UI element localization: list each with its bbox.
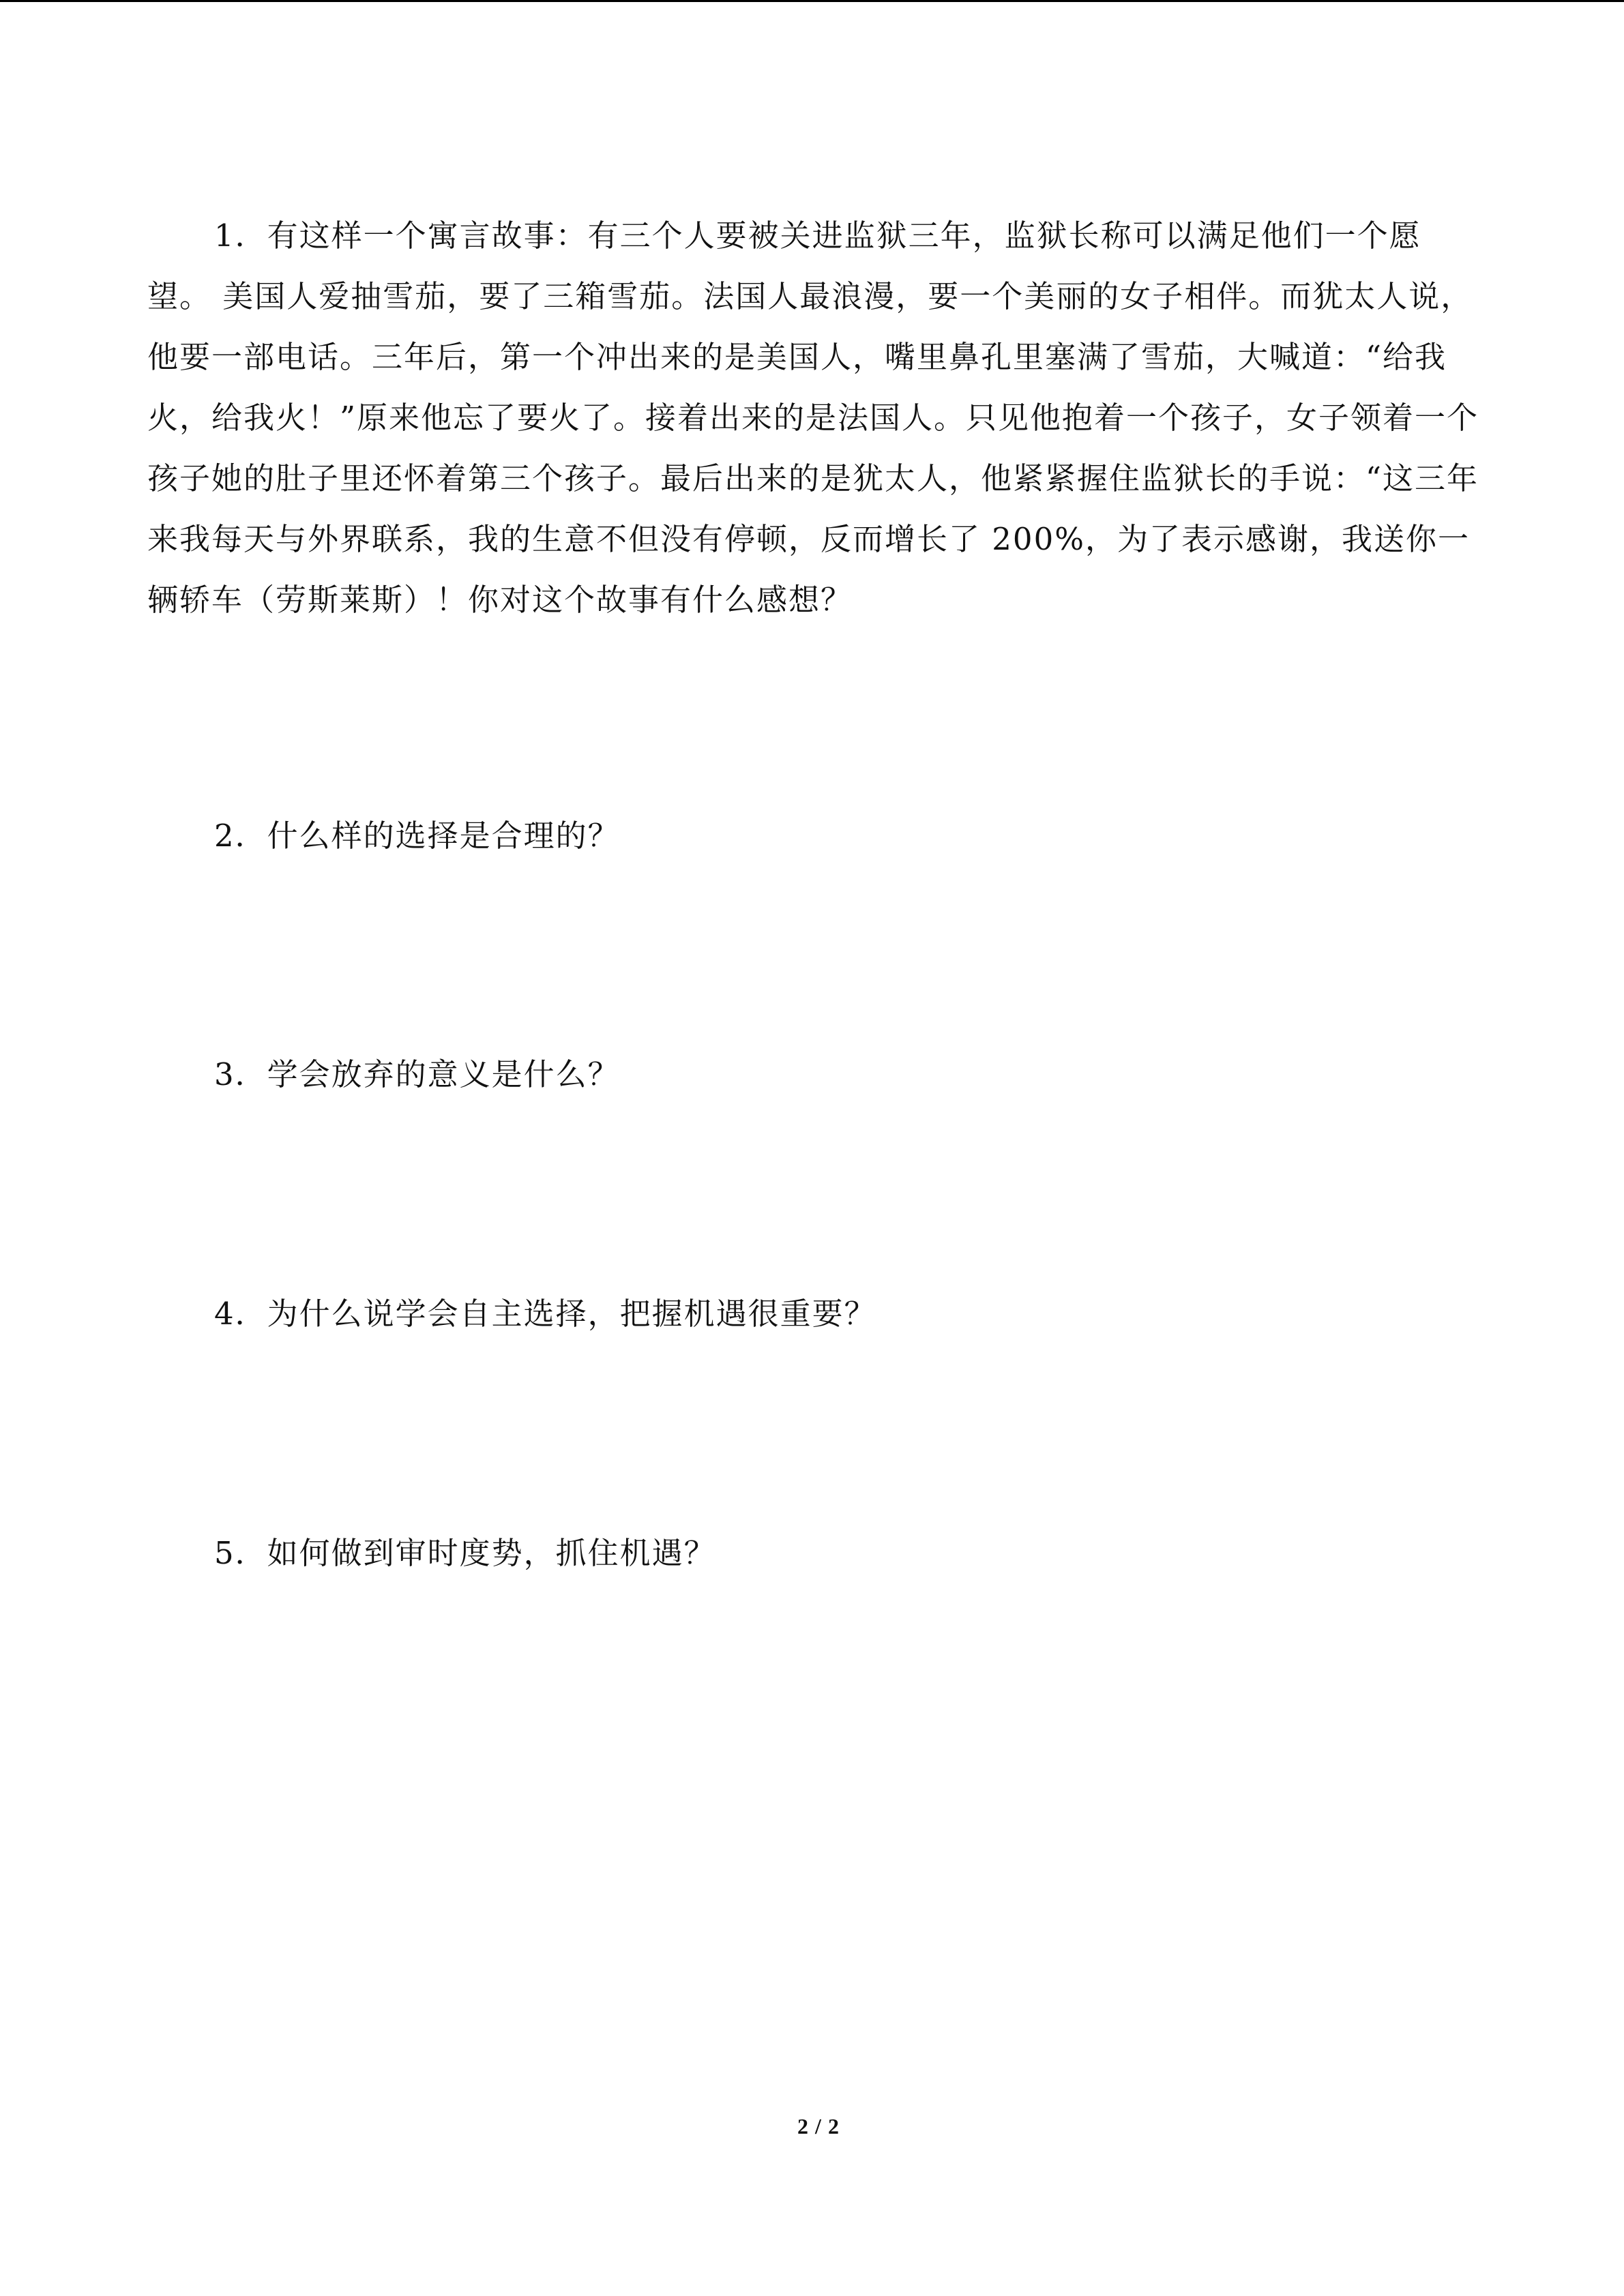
question-2-text: 2．什么样的选择是合理的？ — [214, 818, 620, 854]
question-2 — [147, 805, 1484, 866]
question-5 — [147, 1523, 1484, 1583]
page-number: 2 / 2 — [797, 2114, 840, 2138]
question-4 — [147, 1283, 1484, 1344]
question-5-text: 5．如何做到审时度势，抓住机遇？ — [214, 1535, 716, 1571]
question-4-text: 4．为什么说学会自主选择，把握机遇很重要？ — [214, 1296, 876, 1332]
question-1-text: 1．有这样一个寓言故事：有三个人要被关进监狱三年，监狱长称可以满足他们一个愿望。 美国人爱抽雪茄，要了三箱雪茄。法国人最浪漫，要一个美丽的女子相伴。而犹太人说，他要一部电话。三年后，第一个冲出来的是美国人，嘴里鼻孔里塞满了雪茄，大喊道：“给我火，给我火！”原来他忘了要火了。接着出来的是法国人。只见他抱着一个孩子，女子领着一个孩子她的肚子里还怀着第三个孩子。最后出来的是犹太人，他紧紧握住监狱长的手说：“这三年来我每天与外界联系，我的生意不但没有停顿，反而增长了 200%，为了表示感谢，我送你一辆轿车（劳斯莱斯）！你对这个故事有什么感想？ — [147, 218, 1479, 618]
top-border-line — [0, 0, 1624, 2]
question-1 — [147, 205, 1484, 630]
question-3 — [147, 1044, 1484, 1105]
question-3-text: 3．学会放弃的意义是什么？ — [214, 1056, 620, 1092]
